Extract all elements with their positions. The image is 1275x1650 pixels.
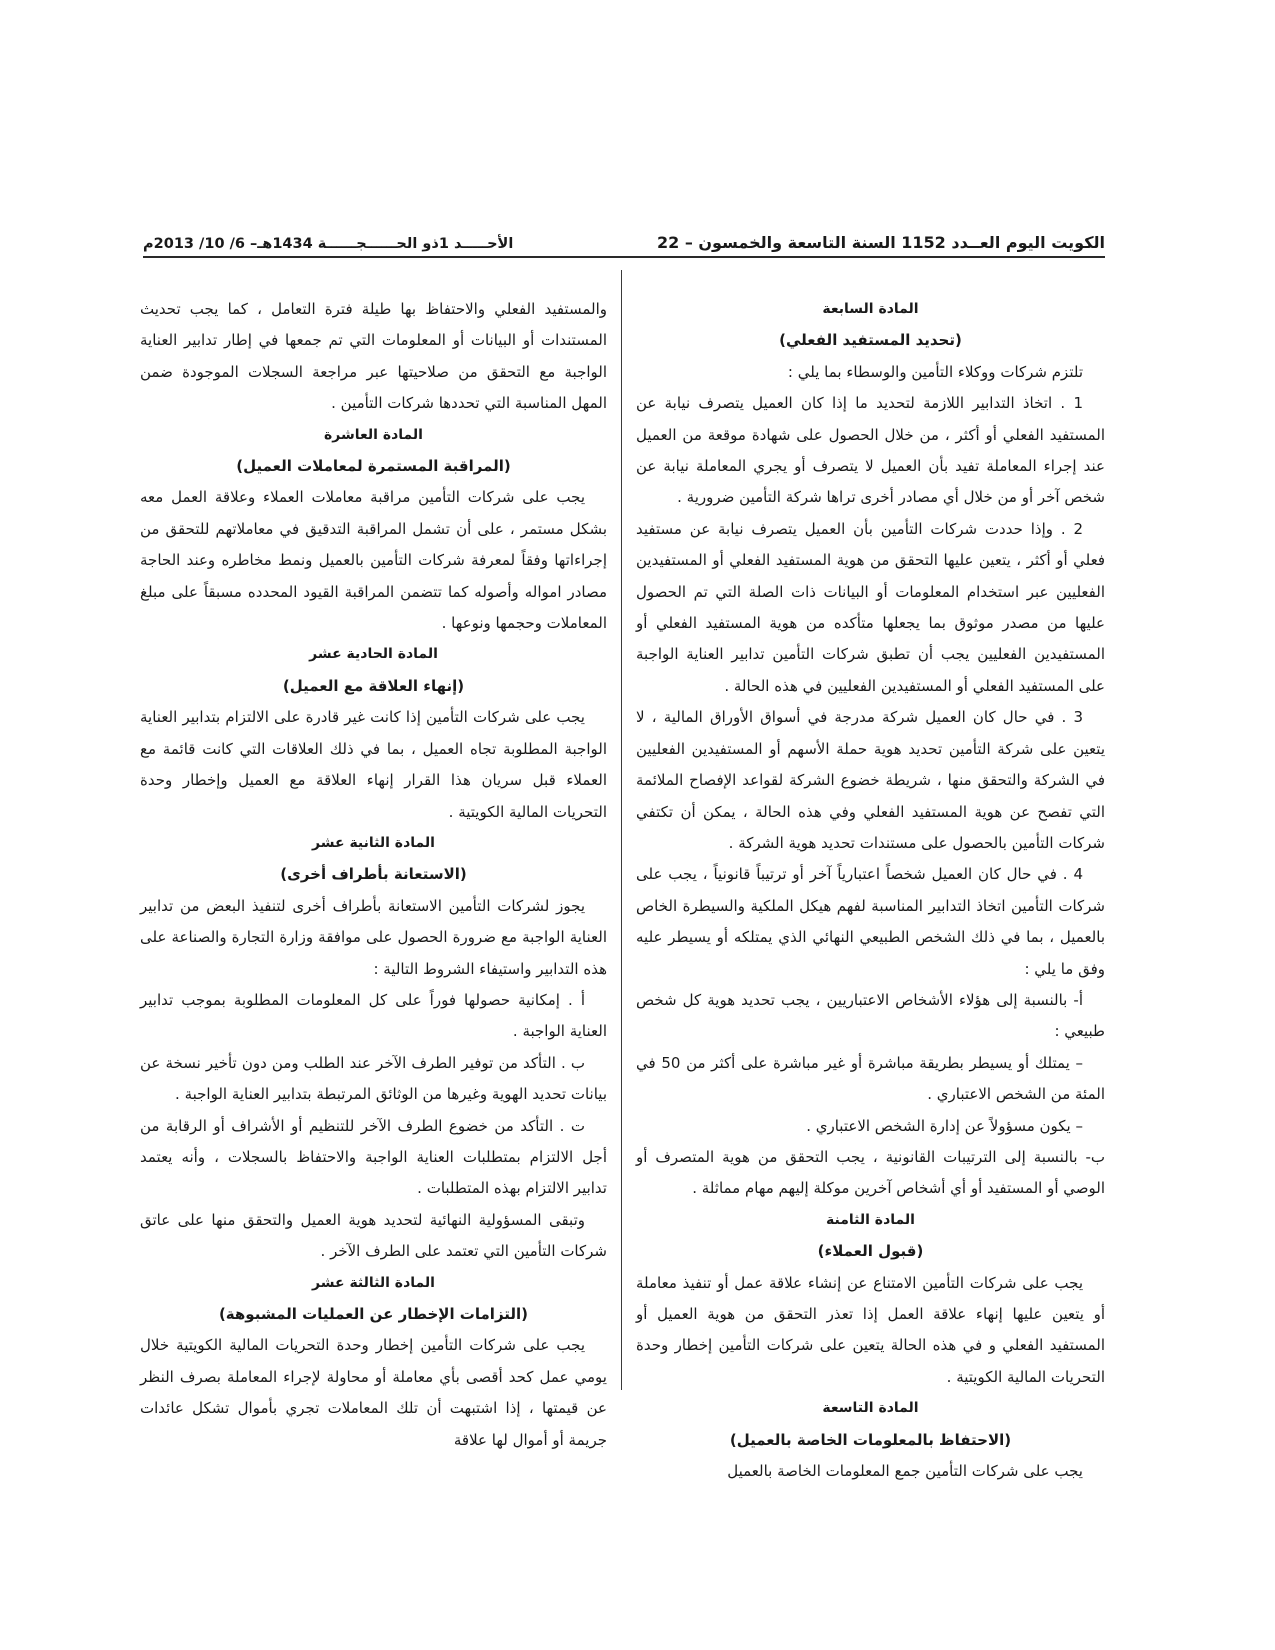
article-7-item-a-2: – يكون مسؤولاً عن إدارة الشخص الاعتباري .	[806, 1116, 1083, 1135]
article-12-para-2: وتبقى المسؤولية النهائية لتحديد هوية العميل والتحقق منها على عاتق شركات التأمين التي تعتمد على الطرف الآخر .	[140, 1210, 607, 1261]
article-8-para-1: يجب على شركات التأمين الامتناع عن إنشاء علاقة عمل أو تنفيذ معاملة أو يتعين عليها إنهاء علاقة العمل إذا تعذر التحقق من هوية العميل أو المستفيد الفعلي و في هذه الحالة يتعين على شركات التأمين إخطار وحدة التحريات المالية الكويتية .	[636, 1273, 1105, 1386]
article-7-title: المادة السابعة	[822, 301, 919, 317]
left-column	[140, 294, 607, 1456]
article-9-continued: والمستفيد الفعلي والاحتفاظ بها طيلة فترة التعامل ، كما يجب تحديث المستندات أو البيانات أو المعلومات التي تم جمعها في إطار تدابير العناية الواجبة مع التحقق من صلاحيتها عبر مراجعة السجلات الموجودة ضمن المهل المناسبة التي تحددها شركات التأمين .	[140, 300, 607, 413]
header-issue-info: الكويت اليوم العــدد 1152 السنة التاسعة والخمسون – 22	[656, 233, 1105, 252]
article-7-para-2: 2 . وإذا حددت شركات التأمين بأن العميل يتصرف نيابة عن مستفيد فعلي أو أكثر ، يتعين عليها التحقق من هوية المستفيد الفعلي أو المستفيدين الفعليين عبر استخدام المعلومات أو البيانات ذات الصلة التي تم الحصول عليها من مصدر موثوق بما يجعلها متأكده من هوية المستفيد الفعلي أو المستفيدين الفعليين يجب أن تطبق شركات التأمين تدابير العناية الواجبة على المستفيد الفعلي أو المستفيدين الفعليين في هذه الحالة .	[636, 519, 1105, 695]
article-12-item-a: أ . إمكانية حصولها فوراً على كل المعلومات المطلوبة بموجب تدابير العناية الواجبة .	[140, 990, 607, 1041]
article-12-title: المادة الثانية عشر	[312, 834, 435, 851]
article-12-para-1: يجوز لشركات التأمين الاستعانة بأطراف أخرى لتنفيذ البعض من تدابير العناية الواجبة مع ضرورة الحصول على موافقة وزارة التجارة والصناعة على هذه التدابير واستيفاء الشروط التالية :	[140, 896, 607, 978]
article-13-subtitle: (التزامات الإخطار عن العمليات المشبوهة)	[218, 1305, 529, 1323]
article-7-item-b: ب- بالنسبة إلى الترتيبات القانونية ، يجب التحقق من هوية المتصرف أو الوصي أو المستفيد أو أي أشخاص آخرين موكلة إليهم مهام مماثلة .	[636, 1147, 1105, 1198]
header-rule	[143, 256, 1105, 258]
article-8-subtitle: (قبول العملاء)	[817, 1242, 924, 1261]
right-column	[636, 294, 1105, 1487]
article-7-para-4: 4 . في حال كان العميل شخصاً اعتبارياً آخر أو ترتيباً قانونياً ، يجب على شركات التأمين اتخاذ التدابير المناسبة لفهم هيكل الملكية والسيطرة الخاص بالعميل ، بما في ذلك الشخص الطبيعي النهائي الذي يمتلكه أو يسيطر عليه وفق ما يلي :	[636, 865, 1105, 978]
article-9-para-1: يجب على شركات التأمين جمع المعلومات الخاصة بالعميل	[727, 1462, 1083, 1481]
article-11-para-1: يجب على شركات التأمين إذا كانت غير قادرة على الالتزام بتدابير العناية الواجبة المطلوبة تجاه العميل ، بما في ذلك العلاقات التي كانت قائمة مع العملاء قبل سريان هذا القرار إنهاء العلاقة مع العميل وإخطار وحدة التحريات المالية الكويتية .	[140, 708, 607, 821]
article-7-para-1: 1 . اتخاذ التدابير اللازمة لتحديد ما إذا كان العميل يتصرف نيابة عن المستفيد الفعلي أو أكثر ، من خلال الحصول على شهادة موقعة من العميل عند إجراء المعاملة تفيد بأن العميل لا يتصرف أو يجري المعاملة نيابة عن شخص آخر أو من خلال أي مصادر أخرى تراها شركة التأمين ضرورية .	[636, 394, 1105, 507]
article-7-subtitle: (تحديد المستفيد الفعلي)	[779, 331, 962, 350]
running-header	[143, 222, 1105, 252]
article-8-title: المادة الثامنة	[826, 1211, 915, 1228]
article-13-para-1: يجب على شركات التأمين إخطار وحدة التحريات المالية الكويتية خلال يومي عمل كحد أقصى بأي معاملة أو محاولة لإجراء المعاملة بصرف النظر عن قيمتها ، إذا اشتبهت أن تلك المعاملات تجري بأموال تشكل عائدات جريمة أو أموال لها علاقة	[140, 1336, 607, 1449]
article-7-intro: تلتزم شركات ووكلاء التأمين والوسطاء بما يلي :	[787, 362, 1083, 381]
header-date: الأحـــــد 1ذو الحــــــجــــــة 1434هـ– 6/ 10/ 2013م	[143, 236, 514, 252]
article-11-title: المادة الحادية عشر	[309, 646, 438, 663]
article-13-title: المادة الثالثة عشر	[312, 1274, 435, 1291]
article-12-item-c: ت . التأكد من خضوع الطرف الآخر للتنظيم أو الأشراف أو الرقابة من أجل الالتزام بمتطلبات العناية الواجبة والاحتفاظ بالسجلات ، وأنه يعتمد تدابير الالتزام بهذه المتطلبات .	[140, 1116, 607, 1198]
article-10-para-1: يجب على شركات التأمين مراقبة معاملات العملاء وعلاقة العمل معه بشكل مستمر ، على أن تشمل المراقبة التدقيق في معاملاتهم للتحقق من إجراءاتها وفقاً لمعرفة شركات التأمين بالعميل ونمط مخاطره وعند الحاجة مصادر امواله وأصوله كما تتضمن المراقبة القيود المحدده مسبقاً على مبلغ المعاملات وحجمها ونوعها .	[140, 488, 607, 633]
article-11-subtitle: (إنهاء العلاقة مع العميل)	[282, 676, 465, 695]
article-9-title: المادة التاسعة	[822, 1400, 919, 1417]
article-7-item-a: أ- بالنسبة إلى هؤلاء الأشخاص الاعتباريين ، يجب تحديد هوية كل شخص طبيعي :	[636, 990, 1105, 1041]
article-7-para-3: 3 . في حال كان العميل شركة مدرجة في أسواق الأوراق المالية ، لا يتعين على شركة التأمين تحديد هوية حملة الأسهم أو المستفيدين الفعليين في الشركة والتحقق منها ، شريطة خضوع الشركة لقواعد الإفصاح الملائمة التي تفصح عن هوية المستفيد الفعلي وفي هذه الحالة ، يمكن أن تكتفي شركات التأمين بالحصول على مستندات تحديد هوية الشركة .	[636, 708, 1105, 852]
article-10-subtitle: (المراقبة المستمرة لمعاملات العميل)	[236, 457, 511, 476]
article-12-subtitle: (الاستعانة بأطراف أخرى)	[280, 865, 467, 884]
article-9-subtitle: (الاحتفاظ بالمعلومات الخاصة بالعميل)	[729, 1430, 1012, 1449]
column-divider	[621, 270, 622, 1390]
article-7-item-a-1: – يمتلك أو يسيطر بطريقة مباشرة أو غير مباشرة على أكثر من 50 في المئة من الشخص الاعتباري .	[636, 1053, 1105, 1104]
article-10-title: المادة العاشرة	[324, 426, 423, 443]
article-12-item-b: ب . التأكد من توفير الطرف الآخر عند الطلب ومن دون تأخير نسخة عن بيانات تحديد الهوية وغيرها من الوثائق المرتبطة بتدابير العناية الواجبة .	[140, 1053, 607, 1104]
